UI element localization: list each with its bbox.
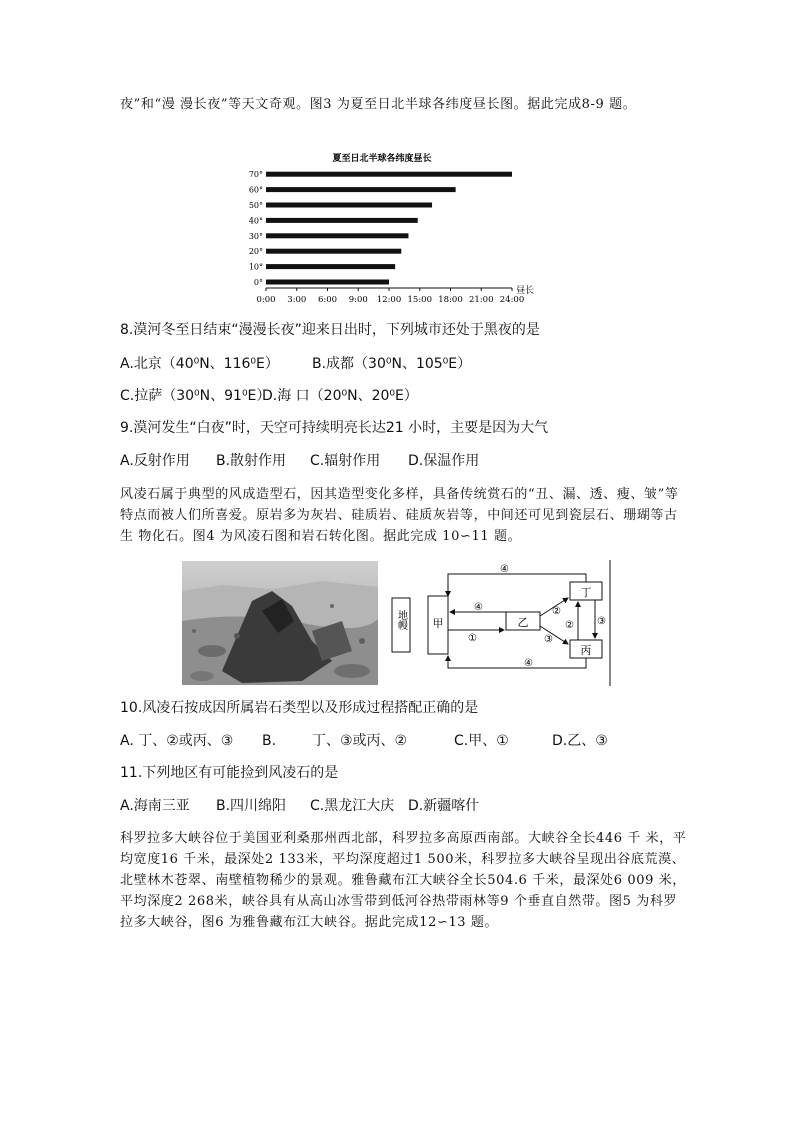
q10-option-d[interactable]: D.乙、③ — [552, 733, 608, 749]
q8-option-a[interactable]: A.北京（40⁰N、116⁰E） — [120, 356, 279, 372]
x-axis-label: 昼长 — [516, 286, 535, 296]
label-4-top: ④ — [500, 564, 509, 575]
label-2-yi-ding: ② — [552, 606, 561, 617]
label-mantle: 地幔 — [395, 610, 407, 630]
y-tick-label: 40° — [248, 216, 263, 226]
y-tick-label: 0° — [253, 278, 263, 287]
bar-3 — [266, 233, 408, 238]
intro-paragraph-middle: 风凌石属于典型的风成造型石，因其造型变化多样，具备传统赏石的“丑、漏、透、瘦、皱”等 特点而被人们所喜爱。原岩多为灰岩、硅质岩、硅质灰岩等，中间还可见到瓷层石、珊瑚等古生 物化石。图4 为风凌石图和岩石转化图。据此完成 10∽11 题。 — [120, 487, 679, 544]
x-tick-label: 9:00 — [348, 295, 368, 305]
label-ding: 丁 — [580, 586, 592, 599]
bar-0 — [266, 280, 389, 285]
wind-stone-image — [182, 561, 378, 685]
x-tick-label: 21:00 — [469, 295, 494, 305]
q11-stem: 11.下列地区有可能捡到风凌石的是 — [120, 765, 339, 781]
label-3-vertical: ③ — [597, 616, 606, 627]
q10-option-b[interactable]: 丁、③或丙、② — [312, 733, 408, 749]
bar-4 — [266, 218, 418, 223]
label-4-mid: ④ — [474, 602, 483, 613]
chart-title: 夏至日北半球各纬度昼长 — [332, 154, 432, 164]
y-tick-label: 20° — [248, 247, 263, 257]
y-tick-label: 70° — [248, 170, 263, 180]
q8-option-b[interactable]: B.成都（30⁰N、105⁰E） — [312, 356, 472, 372]
intro-paragraph-bottom: 科罗拉多大峡谷位于美国亚利桑那州西北部，科罗拉多高原西南部。大峡谷全长446 千 米，平均宽度16 千米，最深处2 133米，平均深度超过1 500米，科罗拉多大峡谷呈现出谷底荒漠、北壁林木苍翠、南壁植物稀少的景观。雅鲁藏布江大峡谷全长504.6 千米，最深处6 009 米，平均深度2 268米，峡谷具有从高山冰雪带到低河谷热带雨林等9 个垂直自然带。图5 为科罗拉多大峡谷，图6 为雅鲁藏布江大峡谷。据此完成12∽13 题。 — [120, 831, 687, 930]
q8-option-c[interactable]: C.拉萨（30⁰N、91⁰E） — [120, 388, 271, 404]
q8-option-d[interactable]: D.海 口（20⁰N、20⁰E） — [262, 388, 418, 404]
bar-1 — [266, 264, 395, 269]
bar-7 — [266, 172, 512, 177]
rock-cycle-diagram — [388, 560, 612, 686]
y-tick-label: 30° — [248, 231, 263, 241]
y-tick-label: 10° — [248, 262, 263, 272]
label-1: ① — [468, 633, 477, 644]
x-tick-label: 0:00 — [256, 295, 276, 305]
label-4-bottom: ④ — [524, 658, 533, 669]
x-tick-label: 12:00 — [376, 295, 402, 305]
x-tick-label: 6:00 — [317, 295, 338, 305]
q11-option-c[interactable]: C.黑龙江大庆 — [310, 798, 395, 814]
q11-option-b[interactable]: B.四川绵阳 — [216, 798, 287, 814]
day-length-chart — [248, 148, 535, 308]
arrow-ding-to-jia — [448, 574, 586, 596]
y-tick-label: 60° — [248, 185, 263, 195]
q10-stem: 10.风凌石按成因所属岩石类型以及形成过程搭配正确的是 — [120, 700, 479, 716]
intro-paragraph-top: 夜”和“漫 漫长夜”等天文奇观。图3 为夏至日北半球各纬度昼长图。据此完成8-9 题。 — [120, 97, 637, 112]
x-tick-label: 18:00 — [438, 295, 463, 305]
q11-option-d[interactable]: D.新疆喀什 — [408, 798, 480, 814]
q10-option-c[interactable]: C.甲、① — [454, 733, 509, 749]
y-tick-label: 50° — [248, 201, 263, 210]
q10-option-b-letter[interactable]: B. — [262, 733, 277, 749]
bar-2 — [266, 249, 401, 254]
q9-option-a[interactable]: A.反射作用 — [120, 453, 190, 469]
q10-option-a[interactable]: A. 丁、②或丙、③ — [120, 733, 234, 749]
wind-stone-photo — [182, 561, 378, 685]
bar-5 — [266, 203, 432, 208]
label-jia: 甲 — [432, 617, 444, 630]
q9-option-d[interactable]: D.保温作用 — [408, 453, 480, 469]
x-tick-label: 3:00 — [287, 295, 307, 305]
label-3-yi-bing: ③ — [544, 634, 553, 645]
q9-stem: 9.漠河发生“白夜”时，天空可持续明亮长达21 小时，主要是因为大气 — [120, 420, 549, 436]
label-yi: 乙 — [517, 616, 529, 629]
label-bing: 丙 — [580, 644, 592, 657]
x-tick-label: 15:00 — [407, 295, 432, 305]
label-2-vertical: ② — [565, 620, 574, 631]
q8-stem: 8.漠河冬至日结束“漫漫长夜”迎来日出时，下列城市还处于黑夜的是 — [120, 322, 540, 338]
q11-option-a[interactable]: A.海南三亚 — [120, 798, 190, 814]
bar-6 — [266, 187, 456, 192]
q9-option-c[interactable]: C.辐射作用 — [310, 453, 381, 469]
arrow-bing-to-jia — [448, 656, 586, 668]
x-tick-label: 24:00 — [499, 295, 525, 305]
q9-option-b[interactable]: B.散射作用 — [216, 453, 287, 469]
